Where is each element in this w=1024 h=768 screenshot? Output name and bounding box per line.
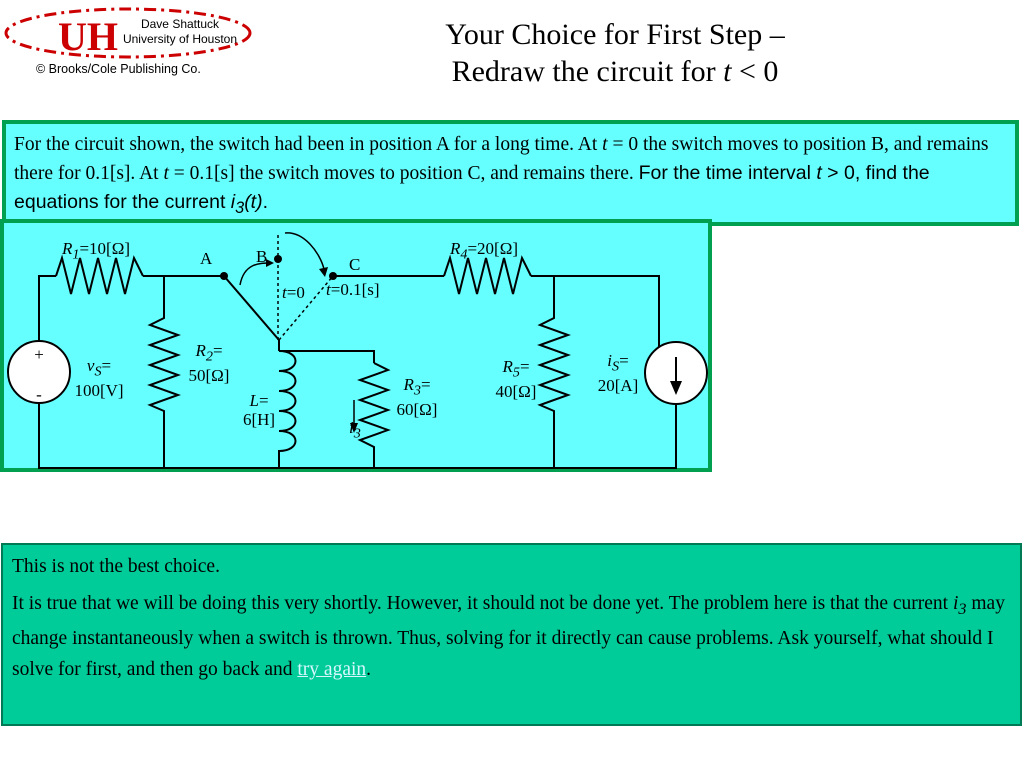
r5-label: $R_5=$ 40[Ω]: [495, 357, 537, 402]
vs-plus-sign: +: [34, 345, 44, 364]
is-label: $i_S=$ 20[A]: [597, 351, 639, 396]
i3-label: $i_3$: [349, 418, 361, 442]
switch-label-a: A: [200, 249, 213, 268]
r4-label: $R_4=20[\Omega]$: [450, 239, 519, 263]
try-again-link[interactable]: try again: [297, 658, 367, 680]
vs-minus-sign: -: [36, 385, 42, 404]
l-label: L= 6[H]: [242, 391, 276, 429]
copyright: © Brooks/Cole Publishing Co.: [36, 62, 201, 76]
resistor-r5: [540, 276, 568, 468]
problem-question: For the time interval t > 0, find the equations for the current $i_3(t)$.: [14, 162, 930, 217]
author-name: Dave Shattuck: [140, 17, 220, 31]
r1-label: $R_1=10[\Omega]$: [62, 239, 131, 263]
page-title: [395, 16, 835, 90]
title-line-1: Your Choice for First Step –: [445, 18, 785, 51]
title-line-2: Redraw the circuit for t < 0: [451, 55, 779, 88]
switch-arc-t1-arrowhead: [319, 267, 328, 277]
r2-label: $R_2=$ 50[Ω]: [188, 341, 230, 386]
feedback-box: [1, 543, 1022, 726]
r3-label: $R_3=$ 60[Ω]: [396, 375, 438, 420]
problem-statement: For the circuit shown, the switch had been in position A for a long time. At t = 0 the switch moves to position B, and remains there for 0.1[s]. At t = 0.1[s] the switch moves to position C, and remains there. For the time interval t > 0, find the equations for the current $i_3(t)$.: [2, 120, 1019, 226]
switch-time-t0: t=0: [282, 283, 305, 302]
vs-label: $v_S=$ 100[V]: [74, 356, 124, 401]
switch-arc-t1: [285, 233, 324, 269]
switch-contact-a: [220, 272, 228, 280]
resistor-r3: [360, 363, 388, 468]
feedback-explanation: It is true that we will be doing this very shortly. However, it should not be done yet. The problem here is that the current $i_3$ may change instantaneously when a switch is thrown. Thus, solving for it directly can cause problems. Ask yourself, what should I solve for first, and then go back and try again.: [12, 593, 1005, 680]
switch-label-c: C: [349, 255, 361, 274]
header-logo: [0, 0, 260, 90]
switch-arc-t0: [240, 263, 270, 285]
wire-r4-right: [531, 276, 659, 360]
switch-label-b: B: [256, 247, 268, 266]
university-name: University of Houston: [122, 32, 238, 46]
uh-logo-icon: UH: [58, 14, 118, 59]
resistor-r2: [150, 276, 178, 468]
circuit-diagram: [0, 219, 712, 472]
feedback-verdict: This is not the best choice.: [12, 556, 220, 577]
switch-time-t1: t=0.1[s]: [326, 280, 380, 299]
switch-arm: [224, 276, 279, 340]
